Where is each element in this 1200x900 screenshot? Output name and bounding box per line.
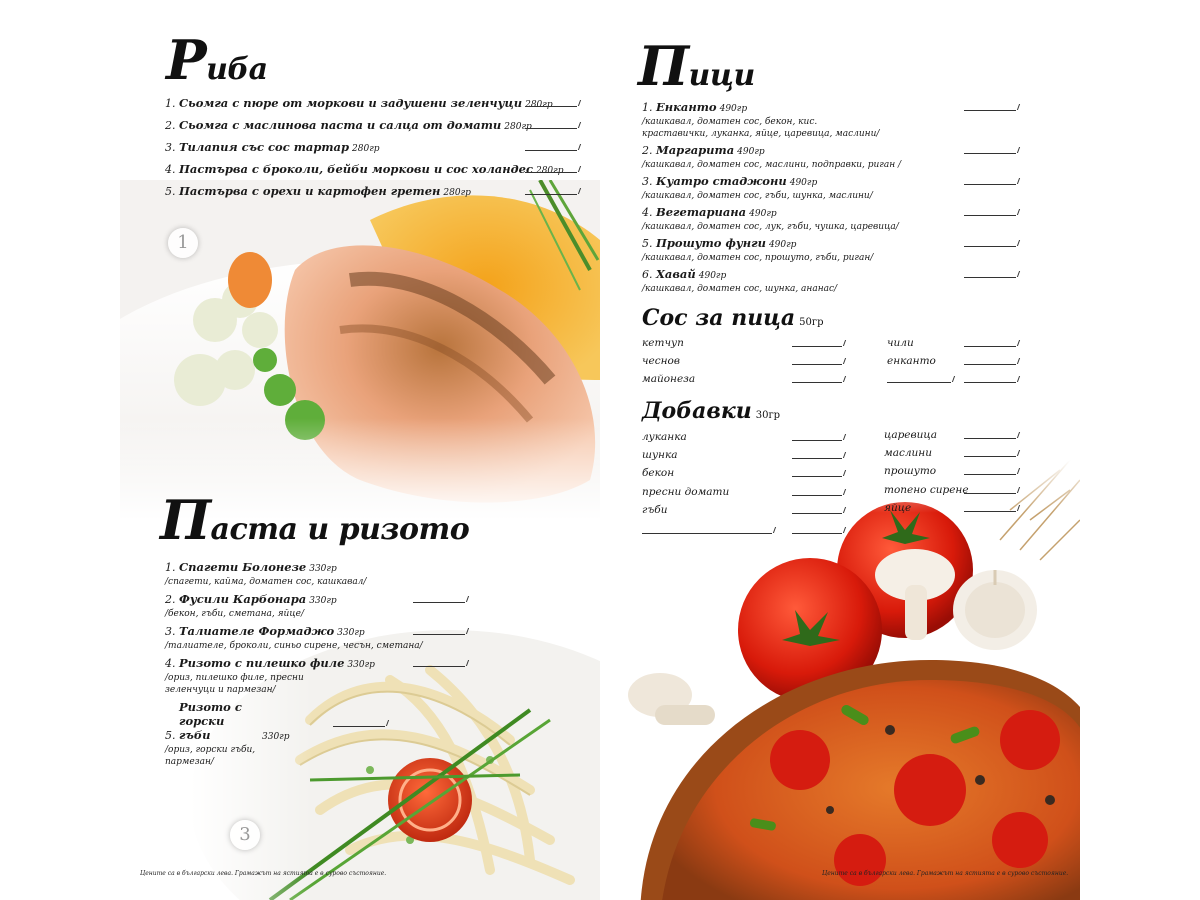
sauce-name: енканто (887, 355, 936, 367)
order-line (792, 495, 842, 496)
item-weight: 280гр (525, 100, 553, 110)
fish-heading (166, 28, 268, 92)
extra-name: яйце (884, 502, 912, 514)
order-line (525, 172, 577, 173)
pizza-menu-list (642, 100, 1022, 298)
list-item (642, 431, 687, 443)
order-line (964, 246, 1016, 247)
list-item (642, 373, 695, 385)
item-number: 5. (165, 185, 176, 198)
item-number: 4. (165, 163, 176, 176)
extras-title: Добавки (642, 398, 752, 424)
sauce-name: чили (887, 337, 914, 349)
order-line (792, 346, 842, 347)
pasta-heading-rest: аста и ризото (210, 512, 470, 547)
item-ingredients: /кашкавал, доматен сос, лук, гъби, чушка, царевица/ (642, 222, 899, 232)
list-item (165, 162, 585, 184)
list-item (165, 184, 585, 206)
item-weight: 330гр (262, 732, 290, 742)
item-name: Спагети Болонезе (179, 560, 307, 574)
item-weight: 330гр (309, 564, 337, 574)
extra-name: луканка (642, 431, 687, 443)
list-item (884, 447, 932, 459)
pizza-heading-initial: П (638, 34, 689, 98)
list-item (887, 337, 914, 349)
page-number-badge: 3 (230, 820, 260, 850)
extra-name: пресни домати (642, 486, 730, 498)
item-number: 5. (642, 237, 653, 250)
left-menu-page (120, 0, 600, 900)
list-item (642, 267, 1022, 295)
list-item (165, 700, 425, 768)
item-number: 4. (165, 657, 176, 670)
item-weight: 490гр (749, 209, 777, 219)
sauce-name: майонеза (642, 373, 696, 385)
sauce-name: чеснов (642, 355, 680, 367)
item-number: 2. (642, 144, 653, 157)
extra-name: гъби (642, 504, 668, 516)
item-name: Ризото с горски гъби (179, 700, 242, 742)
order-line (525, 128, 577, 129)
order-line (525, 150, 577, 151)
item-name: Енканто (656, 100, 717, 114)
pizza-heading-rest: ици (688, 58, 755, 93)
item-number: 3. (165, 141, 176, 154)
item-name: Пастърва с орехи и картофен гретен (179, 184, 441, 198)
item-number: 2. (165, 593, 176, 606)
order-line (964, 364, 1016, 365)
item-ingredients: /кашкавал, доматен сос, гъби, шунка, маслини/ (642, 191, 873, 201)
item-name: Талиателе Формаджо (179, 624, 335, 638)
item-number: 6. (642, 268, 653, 281)
item-number: 2. (165, 119, 176, 132)
order-line (642, 533, 772, 534)
order-line (964, 474, 1016, 475)
item-name: Куатро стаджони (656, 174, 787, 188)
item-name: Фусили Карбонара (179, 592, 307, 606)
item-weight: 490гр (768, 240, 797, 250)
item-ingredients: /ориз, горски гъби, пармезан/ (165, 745, 256, 767)
list-item (165, 592, 425, 620)
list-item (165, 118, 585, 140)
item-number: 1. (165, 561, 176, 574)
extra-name: прошуто (884, 465, 937, 477)
extra-name: маслини (884, 447, 932, 459)
list-item (887, 355, 936, 367)
order-line (792, 513, 842, 514)
pizza-heading (638, 34, 755, 98)
order-line (413, 634, 465, 635)
extra-name: бекон (642, 467, 675, 479)
pasta-heading (160, 488, 469, 552)
right-menu-page (600, 0, 1080, 900)
order-line (525, 106, 577, 107)
fish-heading-rest: иба (206, 52, 268, 87)
order-line (964, 110, 1016, 111)
item-name: Маргарита (656, 143, 735, 157)
order-line (964, 277, 1016, 278)
item-weight: 280гр (535, 166, 564, 176)
sauce-name: кетчуп (642, 337, 684, 349)
item-ingredients: /кашкавал, доматен сос, маслини, подправки, риган / (642, 160, 902, 170)
sauce-price: 50гр (799, 317, 824, 328)
fish-heading-initial: Р (166, 28, 207, 92)
order-line (525, 194, 577, 195)
list-item (884, 465, 936, 477)
list-item (642, 337, 684, 349)
item-weight: 280гр (443, 188, 471, 198)
list-item (884, 484, 969, 496)
item-ingredients: /кашкавал, доматен сос, прошуто, гъби, риган/ (642, 253, 874, 263)
item-number: 3. (165, 625, 176, 638)
list-item (642, 143, 1022, 171)
item-ingredients: /спагети, кайма, доматен сос, кашкавал/ (165, 577, 367, 587)
item-weight: 490гр (698, 271, 727, 281)
item-name: Вегетариана (656, 205, 747, 219)
item-number: 5. (165, 729, 176, 742)
list-item (165, 560, 425, 588)
fish-menu-list (165, 96, 585, 206)
pasta-heading-initial: П (160, 488, 211, 552)
item-ingredients: /талиателе, броколи, синьо сирене, чесън, сметана/ (165, 641, 423, 651)
order-line (964, 456, 1016, 457)
item-ingredients: /бекон, гъби, сметана, яйце/ (165, 609, 304, 619)
order-line (964, 511, 1016, 512)
pizza-photo (600, 460, 1080, 900)
order-line (964, 382, 1016, 383)
list-item (642, 355, 680, 367)
list-item (642, 486, 729, 498)
page-number-badge: 1 (168, 228, 198, 258)
item-name: Прошуто фунги (656, 236, 766, 250)
price-footnote: Цените са в български лева. Грамажът на ястията е в сурово състояние. (822, 870, 1069, 877)
order-line (964, 346, 1016, 347)
item-name: Хавай (656, 267, 696, 281)
order-line (792, 382, 842, 383)
list-item (165, 624, 425, 652)
item-weight: 490гр (789, 178, 818, 188)
item-weight: 330гр (337, 628, 365, 638)
item-ingredients: /ориз, пилешко филе, пресни зеленчуци и пармезан/ (165, 673, 304, 695)
item-name: Сьомга с маслинова паста и салца от домати (179, 118, 502, 132)
item-name: Тилапия със сос тартар (179, 140, 350, 154)
item-weight: 330гр (347, 660, 375, 670)
list-item (642, 236, 1022, 264)
order-line (964, 153, 1016, 154)
order-line (792, 533, 842, 534)
item-weight: 280гр (504, 122, 532, 132)
order-line (964, 438, 1016, 439)
item-number: 1. (642, 101, 653, 114)
order-line (887, 382, 951, 383)
list-item (884, 502, 911, 514)
list-item (642, 174, 1022, 202)
list-item (165, 140, 585, 162)
list-item (642, 449, 677, 461)
list-item (642, 205, 1022, 233)
item-weight: 280гр (352, 144, 380, 154)
extra-name: царевица (884, 429, 937, 441)
item-ingredients: /кашкавал, доматен сос, бекон, кис. краставички, луканка, яйце, царевица, маслини/ (642, 117, 880, 139)
item-weight: 490гр (719, 104, 748, 114)
list-item (884, 429, 937, 441)
extra-name: шунка (642, 449, 678, 461)
list-item (165, 656, 425, 696)
order-line (792, 458, 842, 459)
list-item (165, 96, 585, 118)
order-line (792, 476, 842, 477)
list-item (642, 467, 674, 479)
extras-heading (642, 398, 780, 424)
sauce-heading (642, 305, 823, 331)
list-item (642, 504, 667, 516)
order-line (333, 726, 385, 727)
item-name: Пастърва с броколи, бейби моркови и сос холандес (179, 162, 533, 176)
item-weight: 330гр (309, 596, 337, 606)
item-name: Сьомга с пюре от моркови и задушени зеленчуци (179, 96, 523, 110)
item-name: Ризото с пилешко филе (179, 656, 345, 670)
order-line (413, 602, 465, 603)
item-weight: 490гр (737, 147, 765, 157)
sauce-title: Сос за пица (642, 305, 796, 331)
extras-price: 30гр (755, 410, 781, 421)
order-line (964, 215, 1016, 216)
list-item (642, 100, 1022, 140)
item-number: 3. (642, 175, 653, 188)
order-line (964, 493, 1016, 494)
order-line (792, 440, 842, 441)
order-line (964, 184, 1016, 185)
item-number: 1. (165, 97, 176, 110)
item-ingredients: /кашкавал, доматен сос, шунка, ананас/ (642, 284, 838, 294)
price-footnote: Цените са в български лева. Грамажът на ястията е в сурово състояние. (140, 870, 387, 877)
pasta-menu-list (165, 560, 425, 768)
item-number: 4. (642, 206, 653, 219)
order-line (792, 364, 842, 365)
order-line (413, 666, 465, 667)
extra-name: топено сирене (884, 484, 969, 496)
